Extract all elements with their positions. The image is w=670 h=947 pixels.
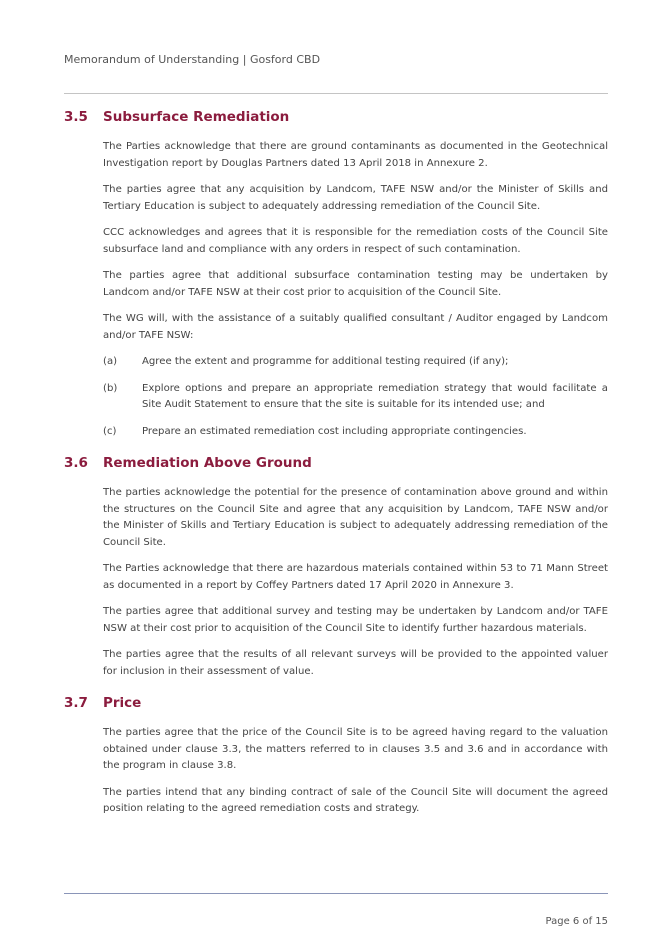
paragraph: The parties agree that the results of all relevant surveys will be provided to the appointed valuer for inclusion in their assessment of value.: [103, 649, 608, 677]
section-number: 3.7: [64, 695, 88, 711]
list-item-text: Prepare an estimated remediation cost including appropriate contingencies.: [142, 425, 527, 437]
paragraph: CCC acknowledges and agrees that it is responsible for the remediation costs of the Council Site subsurface land and compliance with any orders in respect of such contamination.: [103, 227, 608, 255]
paragraph: The Parties acknowledge that there are hazardous materials contained within 53 to 71 Mann Street as documented in a report by Coffey Partners dated 17 April 2020 in Annexure 3.: [103, 563, 608, 591]
section-heading-3-6: [64, 455, 608, 471]
page-header: Memorandum of Understanding | Gosford CBD: [64, 53, 321, 66]
list-item-text: Agree the extent and programme for additional testing required (if any);: [142, 356, 509, 367]
section-heading-3-5: [64, 109, 608, 125]
paragraph: The parties agree that any acquisition by Landcom, TAFE NSW and/or the Minister of Skills and Tertiary Education is subject to adequately addressing remediation of the Council Site.: [103, 184, 608, 212]
list-item: [64, 354, 608, 371]
document-body: [64, 109, 608, 828]
section-number: 3.5: [64, 109, 88, 125]
header-divider: [64, 93, 608, 94]
paragraph: The parties agree that additional survey and testing may be undertaken by Landcom and/or TAFE NSW at their cost prior to acquisition of the Council Site to identify further hazardous materials.: [103, 606, 608, 634]
list-item-label: (c): [103, 425, 117, 437]
footer-divider: [64, 893, 608, 894]
section-heading-3-7: [64, 695, 608, 711]
list-item-label: (a): [103, 356, 118, 367]
list-item: [64, 424, 608, 441]
paragraph: The Parties acknowledge that there are ground contaminants as documented in the Geotechnical Investigation report by Douglas Partners dated 13 April 2018 in Annexure 2.: [103, 141, 608, 169]
section-title: Price: [103, 695, 142, 711]
list-item-label: (b): [103, 382, 118, 394]
paragraph: The parties acknowledge the potential for the presence of contamination above ground and within the structures on the Council Site and agree that any acquisition by Landcom, TAFE NSW and/or the Minister of Skills and Tertiary Education is subject to adequately addressing remediation of the Council Site.: [103, 487, 608, 548]
section-title: Remediation Above Ground: [103, 455, 312, 471]
list-item: [64, 381, 608, 414]
paragraph: The parties intend that any binding contract of sale of the Council Site will document the agreed position relating to the agreed remediation costs and strategy.: [103, 786, 608, 814]
paragraph: The parties agree that additional subsurface contamination testing may be undertaken by Landcom and/or TAFE NSW at their cost prior to acquisition of the Council Site.: [103, 270, 608, 298]
list-item-text: Explore options and prepare an appropriate remediation strategy that would facilitate a Site Audit Statement to ensure that the site is suitable for its intended use; and: [142, 382, 608, 410]
paragraph: The WG will, with the assistance of a suitably qualified consultant / Auditor engaged by Landcom and/or TAFE NSW:: [103, 313, 608, 341]
section-title: Subsurface Remediation: [103, 109, 290, 125]
page-number: Page 6 of 15: [545, 916, 608, 927]
section-number: 3.6: [64, 455, 88, 471]
paragraph: The parties agree that the price of the Council Site is to be agreed having regard to the valuation obtained under clause 3.3, the matters referred to in clauses 3.5 and 3.6 and in accordance with the program in clause 3.8.: [103, 727, 608, 771]
